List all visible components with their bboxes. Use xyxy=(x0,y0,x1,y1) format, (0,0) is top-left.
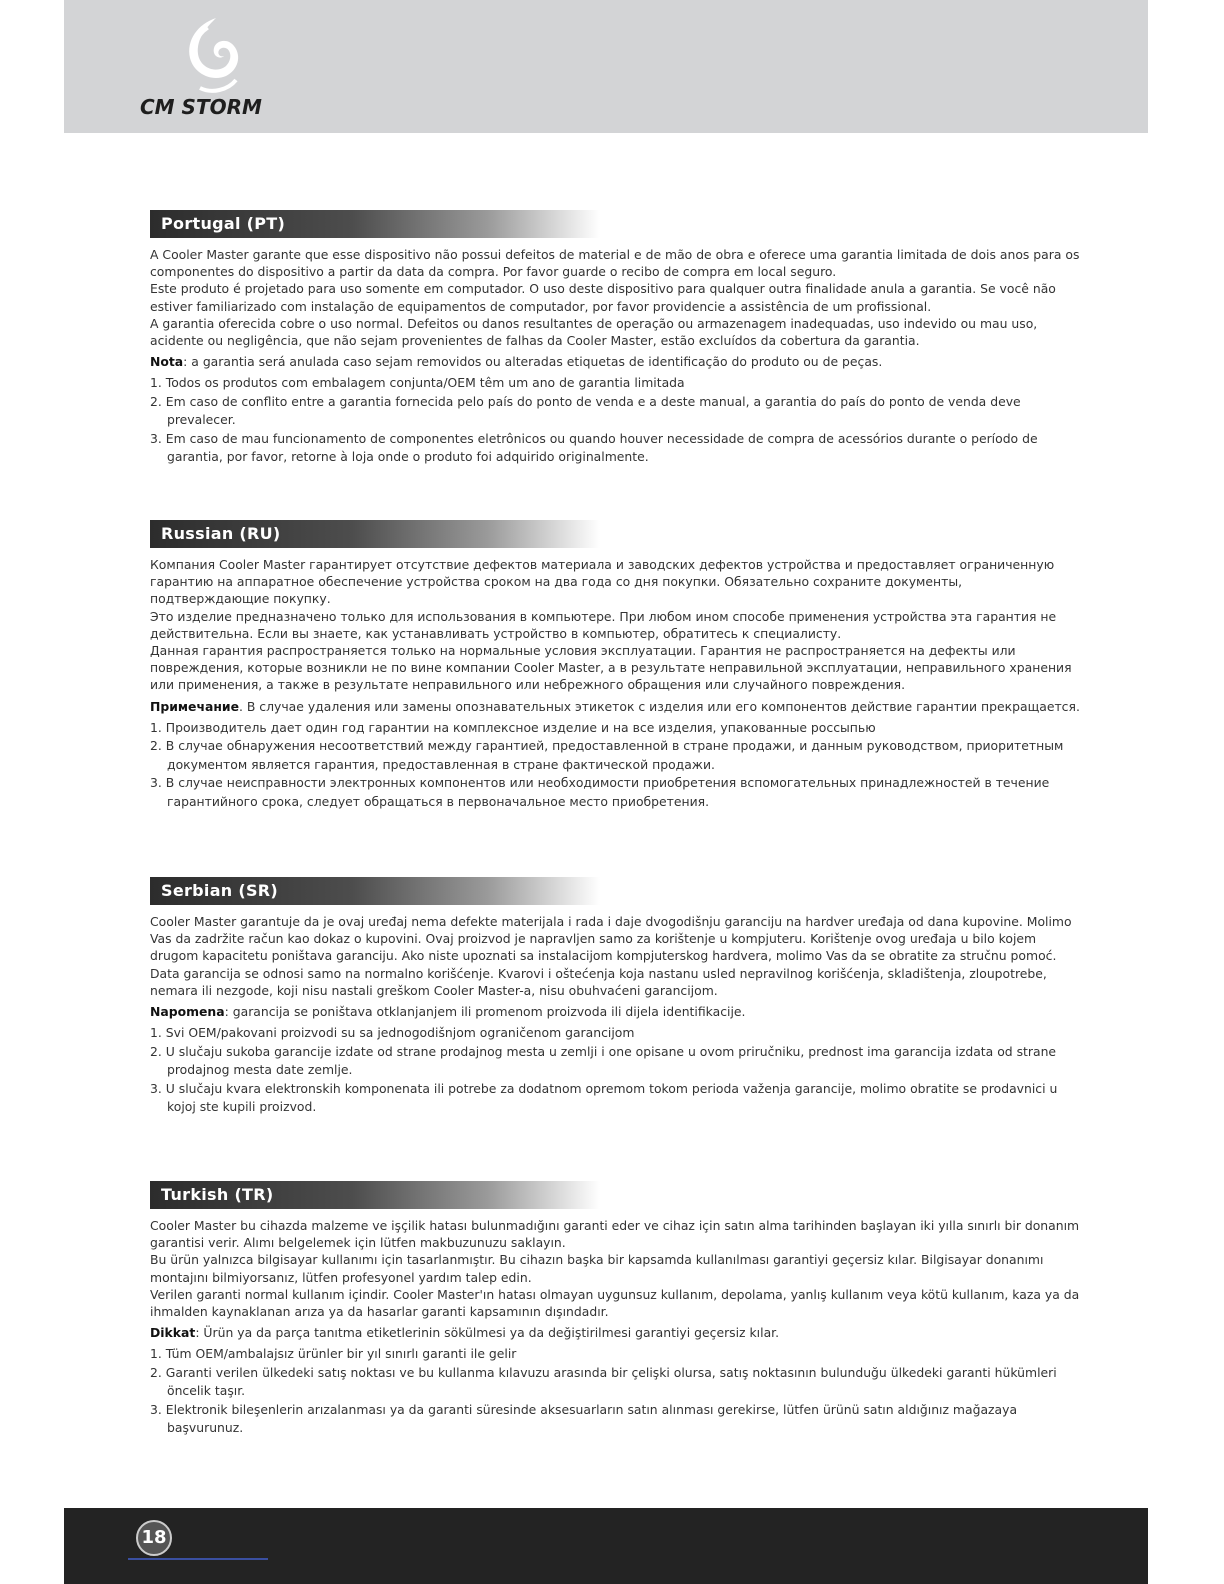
section-title: Portugal (PT) xyxy=(150,210,600,238)
section-serbian xyxy=(150,877,1085,1117)
note-label: Napomena xyxy=(150,1004,225,1020)
note-text: . В случае удаления или замены опознавательных этикеток с изделия или его компонентов действие гарантии прекращается. xyxy=(238,698,1080,714)
section-title: Serbian (SR) xyxy=(150,877,600,905)
paragraph: Это изделие предназначено только для использования в компьютере. При любом ином способе применения устройства эта гарантия не действительна. Если вы знаете, как устанавливать устройство в компьютер, обратитесь к специалисту. xyxy=(150,608,1057,641)
page-header xyxy=(64,0,1148,133)
numbered-list xyxy=(150,1345,1085,1438)
section-turkish xyxy=(150,1181,1085,1438)
paragraph: Cooler Master bu cihazda malzeme ve işçilik hatası bulunmadığını garanti eder ve cihaz için satın alma tarihinden başlayan iki yılla sınırlı bir donanım garantisi verir. Alımı belgelemek için lütfen makbuzunuzu saklayın. xyxy=(150,1218,1080,1251)
page-number: 18 xyxy=(136,1520,172,1556)
paragraph: Компания Cooler Master гарантирует отсутствие дефектов материала и заводских дефектов устройства и предоставляет ограниченную гарантию на аппаратное обеспечение устройства сроком на два года со дня покупки. Обязательно сохраните документы, подтверждающие покупку. xyxy=(150,557,1055,607)
note-label: Примечание xyxy=(150,698,239,714)
paragraph: A Cooler Master garante que esse dispositivo não possui defeitos de material e de mão de obra e oferece uma garantia limitada de dois anos para os componentes do dispositivo a partir da data da compra. Por favor guarde o recibo de compra em local seguro. xyxy=(150,247,1080,280)
list-item: 2. В случае обнаружения несоответствий между гарантией, предоставленной в стране продажи, и данным руководством, приоритетным документом является гарантия, предоставленная в стране фактической продажи. xyxy=(150,738,1064,772)
list-item: 1. Производитель дает один год гарантии на комплексное изделие и на все изделия, упакованные россыпью xyxy=(150,719,876,735)
note xyxy=(150,698,1085,715)
list-item: 3. Em caso de mau funcionamento de componentes eletrônicos ou quando houver necessidade de compra de acessórios durante o período de garantia, por favor, retorne à loja onde o produto foi adquirido originalmente. xyxy=(150,430,1038,465)
numbered-list xyxy=(150,1024,1085,1117)
note-label: Nota xyxy=(150,354,184,370)
note xyxy=(150,1003,1085,1020)
list-item: 2. Garanti verilen ülkedeki satış noktası ve bu kullanma kılavuzu arasında bir çelişki olursa, satış noktasının bulunduğu ülkedeki garanti hükümleri öncelik taşır. xyxy=(150,1364,1057,1399)
list-item: 2. Em caso de conflito entre a garantia fornecida pelo país do ponto de venda e a deste manual, a garantia do país do ponto de venda deve prevalecer. xyxy=(150,393,1021,428)
paragraph: Este produto é projetado para uso somente em computador. O uso deste dispositivo para qualquer outra finalidade anula a garantia. Se você não estiver familiarizado com instalação de equipamentos de computador, por favor providencie a assistência de um profissional. xyxy=(150,281,1056,314)
note-text: : a garantia será anulada caso sejam removidos ou alteradas etiquetas de identificação do produto ou de peças. xyxy=(183,354,883,370)
page-footer xyxy=(64,1508,1148,1584)
section-russian xyxy=(150,520,1085,811)
numbered-list xyxy=(150,374,1085,467)
section-title: Russian (RU) xyxy=(150,520,600,548)
paragraph: Cooler Master garantuje da je ovaj uređaj nema defekte materijala i rada i daje dvogodišnju garanciju na hardver uređaja od dana kupovine. Molimo Vas da zadržite račun kao dokaz o kupovini. Ovaj proizvod je napravljen samo za korištenje u kompjuteru. Korištenje ovog uređaja u bilo kojem drugom kapacitetu poništava garanciju. Ako niste upoznati sa instalacijom kompjuterskog hardvera, molimo Vas da se obratite za stručnu pomoć. xyxy=(150,914,1072,964)
note-text: : Ürün ya da parça tanıtma etiketlerinin sökülmesi ya da değiştirilmesi garantiyi geçersiz kılar. xyxy=(195,1325,780,1341)
svg-text:CM STORM: CM STORM xyxy=(140,95,262,119)
list-item: 1. Todos os produtos com embalagem conjunta/OEM têm um ano de garantia limitada xyxy=(150,375,685,391)
note xyxy=(150,353,1085,370)
list-item: 1. Tüm OEM/ambalajsız ürünler bir yıl sınırlı garanti ile gelir xyxy=(150,1346,517,1362)
list-item: 2. U slučaju sukoba garancije izdate od strane prodajnog mesta u zemlji i one opisane u ovom priručniku, prednost ima garancija izdata od strane prodajnog mesta date zemlje. xyxy=(150,1043,1057,1078)
section-title: Turkish (TR) xyxy=(150,1181,600,1209)
page-number-underline xyxy=(128,1558,268,1560)
cm-storm-logo xyxy=(138,10,288,120)
paragraph: Bu ürün yalnızca bilgisayar kullanımı için tasarlanmıştır. Bu cihazın başka bir kapsamda kullanılması garantiyi geçersiz kılar. Bilgisayar donanımı montajını bilmiyorsanız, lütfen profesyonel yardım talep edin. xyxy=(150,1252,1044,1285)
paragraph: Данная гарантия распространяется только на нормальные условия эксплуатации. Гарантия не распространяется на дефекты или повреждения, которые возникли не по вине компании Cooler Master, а в результате неправильной эксплуатации, неправильного хранения или применения, а также в результате неправильного или небрежного обращения или случайного повреждения. xyxy=(150,643,1072,693)
list-item: 3. Elektronik bileşenlerin arızalanması ya da garanti süresinde aksesuarların satın alınması gerekirse, lütfen ürünü satın aldığınız mağazaya başvurunuz. xyxy=(150,1401,1018,1436)
paragraph: A garantia oferecida cobre o uso normal. Defeitos ou danos resultantes de operação ou armazenagem inadequadas, uso indevido ou mau uso, acidente ou negligência, que não sejam provenientes de falhas da Cooler Master, estão excluídos da cobertura da garantia. xyxy=(150,315,1038,349)
list-item: 3. В случае неисправности электронных компонентов или необходимости приобретения вспомогательных принадлежностей в течение гарантийного срока, следует обращаться в первоначальное место приобретения. xyxy=(150,775,1050,809)
list-item: 1. Svi OEM/pakovani proizvodi su sa jednogodišnjom ograničenom garancijom xyxy=(150,1025,635,1041)
note-text: : garancija se poništava otklanjanjem ili promenom proizvoda ili dijela identifikacije. xyxy=(224,1004,746,1020)
paragraph: Verilen garanti normal kullanım içindir. Cooler Master'ın hatası olmayan uygunsuz kullanım, depolama, yanlış kullanım veya kötü kullanım, kaza ya da ihmalden kaynaklanan arıza ya da hasarlar garanti kapsamının dışındadır. xyxy=(150,1286,1080,1320)
section-portugal xyxy=(150,210,1085,467)
list-item: 3. U slučaju kvara elektronskih komponenata ili potrebe za dodatnom opremom tokom perioda važenja garancije, molimo obratite se prodavnici u kojoj ste kupili proizvod. xyxy=(150,1080,1058,1115)
note xyxy=(150,1324,1085,1341)
numbered-list xyxy=(150,719,1085,812)
note-label: Dikkat xyxy=(150,1325,196,1341)
paragraph: Data garancija se odnosi samo na normalno korišćenje. Kvarovi i oštećenja koja nastanu usled nepravilnog korišćenja, skladištenja, zloupotrebe, nemara ili nezgode, koji nisu nastali greškom Cooler Master-a, nisu obuhvaćeni garancijom. xyxy=(150,965,1047,998)
